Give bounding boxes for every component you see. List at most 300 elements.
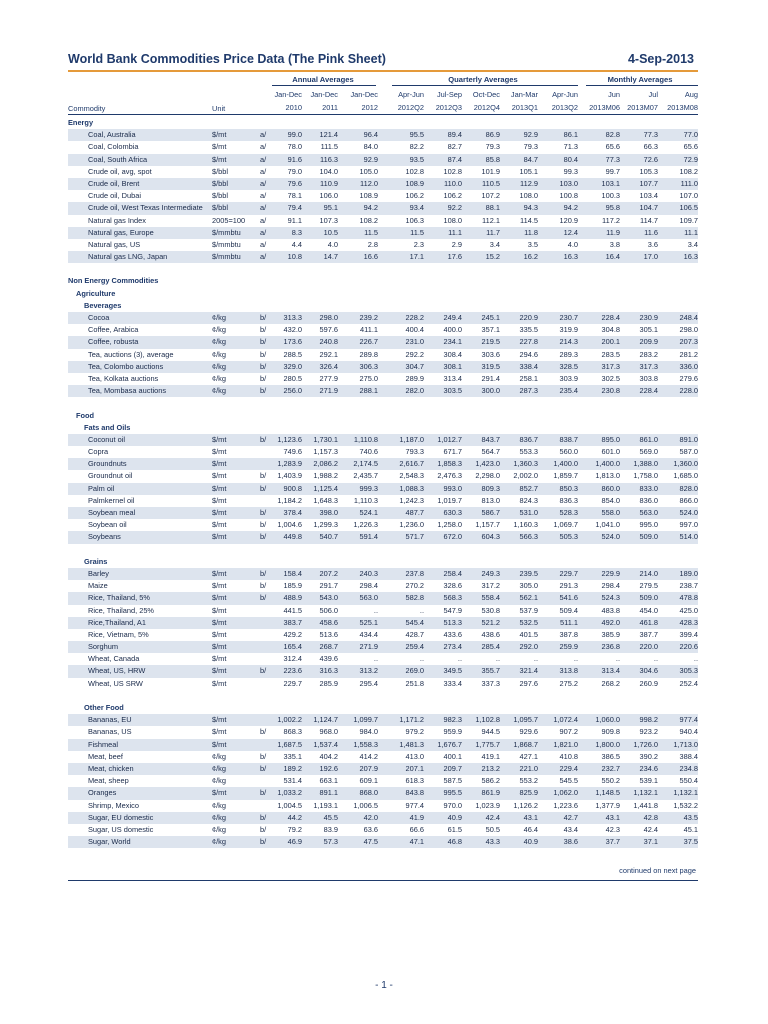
- value-cell: 979.2: [405, 727, 424, 737]
- value-cell: 252.4: [679, 678, 698, 688]
- unit-cell: $/mmbtu: [212, 239, 241, 249]
- value-cell: 387.8: [559, 629, 578, 639]
- value-cell: 413.0: [405, 751, 424, 761]
- value-cell: 165.4: [283, 642, 302, 652]
- value-cell: 92.9: [523, 130, 538, 140]
- value-cell: 42.4: [485, 812, 500, 822]
- section-label: Beverages: [84, 300, 122, 310]
- value-cell: 41.9: [409, 812, 424, 822]
- value-cell: ..: [457, 654, 462, 664]
- value-cell: 1,400.0: [553, 459, 578, 469]
- value-cell: 11.7: [486, 227, 500, 237]
- footnote-marker: b/: [260, 471, 267, 481]
- commodity-name: Coffee, Arabica: [88, 325, 139, 335]
- value-cell: 85.8: [485, 154, 500, 164]
- value-cell: 530.8: [481, 605, 500, 615]
- value-cell: 2,086.2: [313, 459, 338, 469]
- value-cell: 158.4: [283, 568, 302, 578]
- value-cell: 223.6: [283, 666, 302, 676]
- value-cell: 1,132.1: [633, 788, 658, 798]
- value-cell: ..: [693, 654, 698, 664]
- value-cell: 112.9: [520, 178, 538, 188]
- value-cell: 110.0: [444, 178, 462, 188]
- value-cell: 45.5: [323, 812, 338, 822]
- commodity-name: Bananas, US: [88, 727, 132, 737]
- value-cell: 336.0: [679, 361, 698, 371]
- value-cell: 228.2: [405, 313, 424, 322]
- value-cell: 1,226.3: [353, 520, 378, 530]
- value-cell: 1,988.2: [313, 471, 338, 481]
- value-cell: 106.2: [443, 191, 462, 201]
- value-cell: 543.0: [319, 593, 338, 603]
- section-label: Food: [76, 410, 95, 420]
- value-cell: 568.3: [443, 593, 462, 603]
- table-row: [68, 580, 698, 592]
- footnote-marker: a/: [260, 203, 267, 213]
- value-cell: 319.9: [559, 325, 578, 335]
- spacer-row: [68, 690, 698, 702]
- unit-cell: ¢/kg: [212, 776, 226, 786]
- value-cell: 1,558.3: [353, 739, 378, 749]
- value-cell: 1,648.3: [313, 495, 338, 505]
- commodity-name: Rice, Thailand, 5%: [88, 593, 150, 603]
- value-cell: 110.9: [320, 178, 338, 188]
- value-cell: 1,758.0: [633, 471, 658, 481]
- value-cell: 77.3: [643, 130, 658, 140]
- value-cell: 305.1: [639, 325, 658, 335]
- unit-cell: $/mt: [212, 642, 227, 652]
- value-cell: 95.1: [323, 203, 338, 213]
- value-cell: 433.6: [443, 629, 462, 639]
- footnote-marker: b/: [260, 386, 267, 396]
- value-cell: 251.8: [405, 678, 424, 688]
- value-cell: 285.4: [481, 642, 500, 652]
- value-cell: 40.9: [447, 812, 462, 822]
- value-cell: 1,102.8: [475, 715, 500, 725]
- spacer-row: [68, 263, 698, 275]
- commodity-name: Sorghum: [88, 642, 118, 652]
- value-cell: 99.7: [605, 166, 620, 176]
- value-cell: 1,858.3: [437, 459, 462, 469]
- page-number: - 1 -: [375, 980, 393, 991]
- unit-cell: $/bbl: [212, 203, 229, 213]
- value-cell: 317.2: [481, 581, 500, 591]
- value-cell: 1,041.0: [595, 520, 620, 530]
- value-cell: 289.3: [559, 349, 578, 359]
- period-header-top: Jul: [648, 90, 658, 99]
- footnote-marker: b/: [260, 325, 267, 335]
- value-cell: 1,775.7: [475, 739, 500, 749]
- value-cell: 1,006.5: [353, 800, 378, 810]
- value-cell: 349.5: [443, 666, 462, 676]
- value-cell: 117.2: [602, 215, 620, 225]
- value-cell: 400.0: [443, 325, 462, 335]
- value-cell: 540.7: [319, 532, 338, 542]
- value-cell: 229.7: [283, 678, 302, 688]
- value-cell: 86.9: [485, 130, 500, 140]
- value-cell: 828.0: [679, 483, 698, 493]
- period-header-bottom: 2012: [361, 103, 378, 112]
- value-cell: 824.3: [519, 495, 538, 505]
- value-cell: 269.0: [405, 666, 424, 676]
- value-cell: 558.4: [481, 593, 500, 603]
- value-cell: 273.4: [443, 642, 462, 652]
- value-cell: 312.4: [283, 654, 302, 664]
- value-cell: 3.6: [647, 239, 658, 249]
- footnote-marker: b/: [260, 581, 267, 591]
- section-label: Other Food: [84, 703, 124, 712]
- unit-cell: ¢/kg: [212, 800, 226, 810]
- table-row: [68, 312, 698, 324]
- spacer-row: [68, 397, 698, 409]
- value-cell: 550.4: [679, 776, 698, 786]
- value-cell: 587.5: [443, 776, 462, 786]
- value-cell: 207.9: [359, 763, 378, 773]
- value-cell: 531.0: [519, 508, 538, 517]
- unit-cell: $/mt: [212, 495, 227, 505]
- value-cell: 107.3: [319, 215, 338, 225]
- value-cell: 17.0: [643, 252, 658, 262]
- value-cell: 524.0: [601, 532, 620, 542]
- footnote-marker: b/: [260, 666, 267, 676]
- value-cell: 256.0: [283, 386, 302, 396]
- table-row: [68, 178, 698, 190]
- value-cell: 586.7: [481, 508, 500, 517]
- value-cell: 275.0: [359, 373, 378, 383]
- value-cell: 1,532.2: [673, 800, 698, 810]
- value-cell: 105.3: [639, 166, 658, 176]
- unit-cell: ¢/kg: [212, 837, 226, 847]
- value-cell: 46.8: [447, 837, 462, 847]
- value-cell: 38.6: [563, 837, 578, 847]
- value-cell: 419.1: [481, 751, 500, 761]
- unit-cell: ¢/kg: [212, 812, 226, 822]
- value-cell: 258.4: [443, 568, 462, 578]
- value-cell: 93.4: [409, 203, 424, 213]
- unit-cell: $/mt: [212, 581, 227, 591]
- value-cell: 1,868.7: [513, 739, 538, 749]
- commodity-name: Soybean meal: [88, 508, 136, 517]
- value-cell: 11.9: [606, 227, 620, 237]
- group-monthly-rule: [586, 85, 698, 86]
- value-cell: 11.1: [684, 227, 698, 237]
- value-cell: 1,012.7: [437, 434, 462, 444]
- value-cell: 105.1: [519, 166, 538, 176]
- unit-cell: $/mt: [212, 154, 227, 164]
- value-cell: 825.9: [519, 788, 538, 798]
- value-cell: ..: [495, 654, 500, 664]
- table-row: [68, 531, 698, 543]
- value-cell: 297.6: [519, 678, 538, 688]
- unit-cell: ¢/kg: [212, 325, 226, 335]
- value-cell: 78.0: [287, 142, 302, 152]
- value-cell: 891.1: [319, 788, 338, 798]
- period-header-bottom: 2013M08: [667, 103, 698, 112]
- value-cell: 16.6: [363, 252, 378, 262]
- value-cell: 71.3: [563, 142, 578, 152]
- table-row: [68, 227, 698, 239]
- value-cell: 1,184.2: [277, 495, 302, 505]
- value-cell: 121.4: [319, 130, 338, 140]
- value-cell: 235.4: [559, 386, 578, 396]
- value-cell: 300.0: [481, 386, 500, 396]
- table-row: [68, 190, 698, 202]
- value-cell: 671.7: [443, 447, 462, 457]
- value-cell: 43.5: [683, 812, 698, 822]
- value-cell: 3.4: [687, 239, 698, 249]
- value-cell: 107.7: [639, 178, 658, 188]
- value-cell: 586.2: [481, 776, 500, 786]
- unit-cell: $/mt: [212, 130, 227, 140]
- value-cell: 532.5: [519, 617, 538, 627]
- unit-cell: $/mt: [212, 678, 227, 688]
- value-cell: 108.9: [405, 178, 424, 188]
- commodity-name: Coffee, robusta: [88, 337, 139, 347]
- value-cell: 306.3: [359, 361, 378, 371]
- unit-cell: $/mmbtu: [212, 252, 241, 262]
- value-cell: 487.7: [405, 508, 424, 517]
- value-cell: ..: [373, 605, 378, 615]
- value-cell: 66.6: [409, 824, 424, 834]
- value-cell: 16.4: [605, 252, 620, 262]
- period-header-top: Jan-Dec: [274, 90, 302, 99]
- footnote-marker: a/: [260, 227, 267, 237]
- value-cell: 531.4: [283, 776, 302, 786]
- value-cell: 209.7: [443, 763, 462, 773]
- value-cell: 108.0: [519, 191, 538, 201]
- unit-cell: $/mt: [212, 715, 227, 725]
- value-cell: 268.2: [601, 678, 620, 688]
- value-cell: 321.4: [519, 666, 538, 676]
- value-cell: 558.0: [601, 508, 620, 517]
- spacer-row: [68, 544, 698, 556]
- value-cell: 37.5: [683, 837, 698, 847]
- value-cell: 604.3: [481, 532, 500, 542]
- value-cell: 618.3: [405, 776, 424, 786]
- value-cell: 238.7: [679, 581, 698, 591]
- value-cell: 432.0: [283, 325, 302, 335]
- value-cell: 1,423.0: [475, 459, 500, 469]
- value-cell: 1,171.2: [399, 715, 424, 725]
- value-cell: 571.7: [405, 532, 424, 542]
- value-cell: 333.4: [443, 678, 462, 688]
- value-cell: 959.9: [443, 727, 462, 737]
- value-cell: 91.1: [287, 215, 302, 225]
- value-cell: 1,132.1: [673, 788, 698, 798]
- value-cell: 92.9: [363, 154, 378, 164]
- value-cell: 15.2: [485, 252, 500, 262]
- value-cell: 283.2: [639, 349, 658, 359]
- period-header-top: Jan-Dec: [310, 90, 338, 99]
- table-row: [68, 129, 698, 141]
- value-cell: 292.1: [319, 349, 338, 359]
- value-cell: 328.5: [559, 361, 578, 371]
- value-cell: 304.7: [405, 361, 424, 371]
- value-cell: 866.0: [679, 495, 698, 505]
- value-cell: 1,813.0: [595, 471, 620, 481]
- value-cell: 587.0: [679, 447, 698, 457]
- value-cell: 383.7: [283, 617, 302, 627]
- commodity-name: Wheat, US SRW: [88, 678, 143, 688]
- value-cell: 103.1: [601, 178, 620, 188]
- value-cell: 547.9: [443, 605, 462, 615]
- unit-cell: ¢/kg: [212, 751, 226, 761]
- value-cell: 214.3: [559, 337, 578, 347]
- value-cell: 213.2: [481, 763, 500, 773]
- section-heading: [68, 117, 698, 129]
- document-title: World Bank Commodities Price Data (The Pink Sheet): [68, 52, 386, 66]
- commodity-name: Crude oil, Dubai: [88, 191, 141, 201]
- value-cell: 228.4: [639, 386, 658, 396]
- value-cell: 220.6: [679, 642, 698, 652]
- commodity-name: Bananas, EU: [88, 715, 132, 725]
- value-cell: 1,062.0: [553, 788, 578, 798]
- value-cell: 84.0: [363, 142, 378, 152]
- value-cell: 47.1: [409, 837, 424, 847]
- footnote-marker: b/: [260, 837, 267, 847]
- commodity-name: Natural gas, US: [88, 239, 141, 249]
- value-cell: 270.2: [405, 581, 424, 591]
- unit-cell: $/mt: [212, 508, 227, 517]
- value-cell: 514.0: [679, 532, 698, 542]
- commodity-name: Soybean oil: [88, 520, 127, 530]
- value-cell: 305.0: [519, 581, 538, 591]
- footnote-marker: b/: [260, 788, 267, 798]
- value-cell: 110.5: [482, 178, 500, 188]
- value-cell: 11.1: [448, 227, 462, 237]
- unit-cell: $/mt: [212, 434, 227, 444]
- table-row: [68, 349, 698, 361]
- value-cell: 189.2: [283, 763, 302, 773]
- footnote-marker: b/: [260, 727, 267, 737]
- value-cell: 83.9: [323, 824, 338, 834]
- value-cell: 102.8: [405, 166, 424, 176]
- value-cell: 1,360.3: [513, 459, 538, 469]
- value-cell: 106.2: [405, 191, 424, 201]
- value-cell: 597.6: [319, 325, 338, 335]
- value-cell: 277.9: [319, 373, 338, 383]
- value-cell: 335.5: [519, 325, 538, 335]
- table-row: [68, 568, 698, 580]
- value-cell: 45.1: [683, 824, 698, 834]
- commodity-name: Shrimp, Mexico: [88, 800, 139, 810]
- value-cell: 478.8: [679, 593, 698, 603]
- unit-cell: $/mt: [212, 471, 227, 481]
- footnote-marker: a/: [260, 142, 267, 152]
- value-cell: 1,123.6: [277, 434, 302, 444]
- commodity-name: Natural gas Index: [88, 215, 146, 225]
- commodity-name: Maize: [88, 581, 108, 591]
- commodity-name: Coal, Colombia: [88, 142, 139, 152]
- table-row: [68, 641, 698, 653]
- value-cell: 977.4: [679, 715, 698, 725]
- value-cell: 1,360.0: [673, 459, 698, 469]
- value-cell: 103.4: [639, 191, 658, 201]
- value-cell: 1,685.0: [673, 471, 698, 481]
- value-cell: 37.7: [605, 837, 620, 847]
- footnote-marker: b/: [260, 313, 267, 322]
- table-row: [68, 495, 698, 507]
- value-cell: 1,377.9: [595, 800, 620, 810]
- section-heading: [68, 702, 698, 714]
- unit-cell: $/mt: [212, 629, 227, 639]
- table-row: [68, 653, 698, 665]
- table-row: [68, 787, 698, 799]
- footnote-marker: b/: [260, 337, 267, 347]
- commodity-name: Tea, Mombasa auctions: [88, 386, 167, 396]
- commodity-name: Oranges: [88, 788, 117, 798]
- value-cell: 569.0: [639, 447, 658, 457]
- value-cell: 228.4: [601, 313, 620, 322]
- table-row: [68, 812, 698, 824]
- commodity-name: Cocoa: [88, 313, 110, 322]
- value-cell: 232.7: [601, 763, 620, 773]
- footnote-marker: b/: [260, 824, 267, 834]
- value-cell: 338.4: [519, 361, 538, 371]
- value-cell: 1,726.0: [633, 739, 658, 749]
- value-cell: 428.3: [679, 617, 698, 627]
- value-cell: 234.8: [679, 763, 698, 773]
- value-cell: 378.4: [283, 508, 302, 517]
- group-quarterly-averages: Quarterly Averages: [448, 75, 518, 84]
- value-cell: 11.5: [410, 227, 424, 237]
- value-cell: 461.8: [639, 617, 658, 627]
- commodity-name: Tea, Colombo auctions: [88, 361, 164, 371]
- value-cell: 630.3: [443, 508, 462, 517]
- value-cell: 740.6: [359, 447, 378, 457]
- footnote-marker: b/: [260, 361, 267, 371]
- value-cell: 114.5: [520, 215, 538, 225]
- value-cell: 4.0: [327, 239, 338, 249]
- value-cell: 1,800.0: [595, 739, 620, 749]
- value-cell: 1,187.0: [399, 434, 424, 444]
- value-cell: 43.1: [523, 812, 538, 822]
- value-cell: 230.8: [601, 386, 620, 396]
- value-cell: 80.4: [563, 154, 578, 164]
- value-cell: 553.2: [519, 776, 538, 786]
- value-cell: 248.4: [679, 313, 698, 322]
- unit-cell: 2005=100: [212, 215, 246, 225]
- value-cell: 923.2: [639, 727, 658, 737]
- unit-cell: $/mt: [212, 447, 227, 457]
- commodity-column-header: Commodity: [68, 104, 106, 113]
- value-cell: 230.9: [639, 313, 658, 322]
- footnote-marker: b/: [260, 568, 267, 578]
- period-header-bottom: 2012Q2: [397, 103, 424, 112]
- value-cell: 1,148.5: [595, 788, 620, 798]
- value-cell: 77.0: [683, 130, 698, 140]
- period-header-bottom: 2013M06: [589, 103, 620, 112]
- period-header-bottom: 2012Q4: [473, 103, 500, 112]
- footnote-marker: b/: [260, 751, 267, 761]
- commodity-name: Meat, beef: [88, 751, 123, 761]
- value-cell: 511.1: [560, 617, 578, 627]
- value-cell: 11.6: [644, 227, 658, 237]
- table-row: [68, 458, 698, 470]
- value-cell: ..: [615, 654, 620, 664]
- value-cell: 229.7: [559, 568, 578, 578]
- value-cell: 672.0: [443, 532, 462, 542]
- value-cell: 1,023.9: [475, 800, 500, 810]
- commodity-name: Groundnut oil: [88, 471, 133, 481]
- value-cell: 2.3: [413, 239, 424, 249]
- value-cell: 868.3: [283, 727, 302, 737]
- value-cell: 860.0: [601, 483, 620, 493]
- table-row: [68, 678, 698, 690]
- value-cell: 42.4: [643, 824, 658, 834]
- value-cell: 562.1: [519, 593, 538, 603]
- value-cell: 2,616.7: [399, 459, 424, 469]
